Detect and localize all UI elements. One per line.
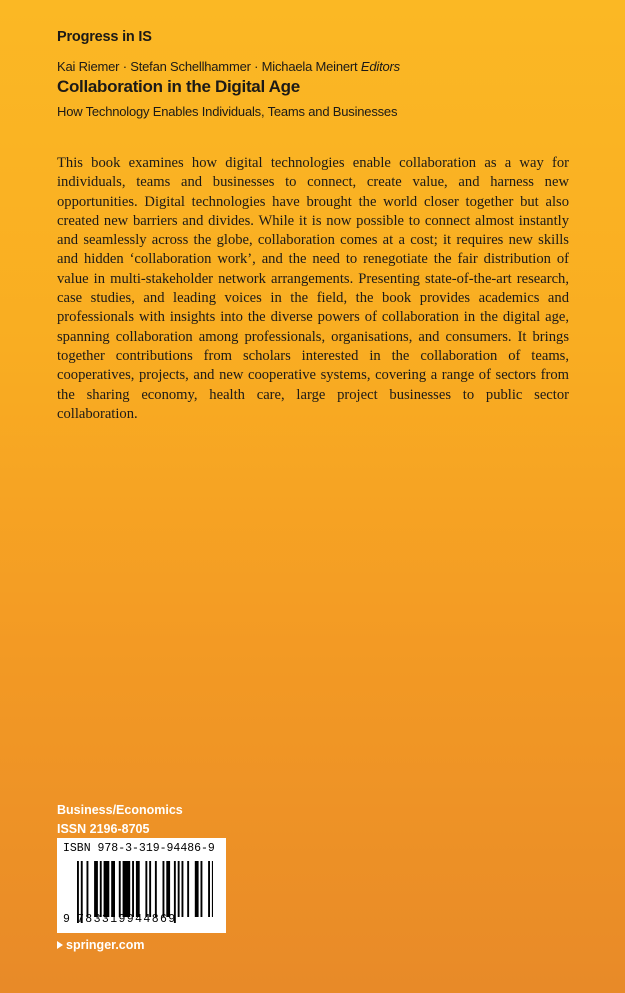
publisher-link[interactable] [57, 938, 145, 952]
book-description: This book examines how digital technologies enable collaboration as a way for individuals, teams and businesses to connect, create value, and harness new opportunities. Digital technologies have brought the world closer together but also created new barriers and divides. While it is now possible to connect almost instantly and seamlessly across the globe, collaboration comes at a cost; it requires new skills and hidden ‘collaboration work’, and the need to renegotiate the fair distribution of value in multi-stakeholder network arrangements. Presenting state-of-the-art research, case studies, and leading voices in the field, the book provides academics and professionals with insights into the diverse powers of collaboration in the digital age, spanning collaboration among professionals, organisations, and consumers. It brings together contributions from scholars interested in the collaboration of teams, cooperatives, projects, and new cooperative systems, covering a range of sectors from the sharing economy, health care, large project businesses to public sector collaboration. [57, 155, 569, 422]
barcode-bar [119, 861, 121, 917]
editor-names: Kai Riemer · Stefan Schellhammer · Michaela Meinert [57, 59, 358, 74]
barcode-bar [163, 861, 165, 917]
arrow-right-icon [57, 941, 63, 949]
series-name: Progress in IS [57, 29, 152, 45]
barcode-bar [94, 861, 98, 917]
barcode-bar [132, 861, 134, 917]
isbn-label: ISBN 978-3-319-94486-9 [63, 842, 215, 855]
publisher-link-label: springer.com [66, 938, 145, 952]
barcode-bar [149, 861, 151, 917]
barcode-bar [187, 861, 189, 917]
barcode-bar [201, 861, 203, 917]
editors-line [57, 59, 400, 74]
barcode-bar [182, 861, 184, 917]
barcode-bar [100, 861, 102, 917]
barcode-bar [195, 861, 199, 917]
barcode-number: 783319944869 [77, 913, 177, 926]
barcode-bar [145, 861, 147, 917]
issn-number: ISSN 2196-8705 [57, 822, 150, 836]
barcode-panel [57, 838, 226, 933]
barcode-bar [166, 861, 170, 917]
book-title: Collaboration in the Digital Age [57, 77, 300, 96]
barcode-bar [111, 861, 115, 917]
editor-role: Editors [360, 59, 400, 74]
barcode-bar [123, 861, 131, 917]
subject-category: Business/Economics [57, 803, 183, 817]
barcode-lead-digit: 9 [63, 913, 70, 926]
barcode-bar [136, 861, 140, 917]
barcode-bar [155, 861, 157, 917]
book-subtitle: How Technology Enables Individuals, Teams and Businesses [57, 104, 398, 119]
barcode-bar [104, 861, 110, 917]
barcode-bar [212, 861, 213, 917]
barcode-bar [208, 861, 210, 917]
barcode-bar [87, 861, 89, 917]
barcode-bar [178, 861, 180, 917]
